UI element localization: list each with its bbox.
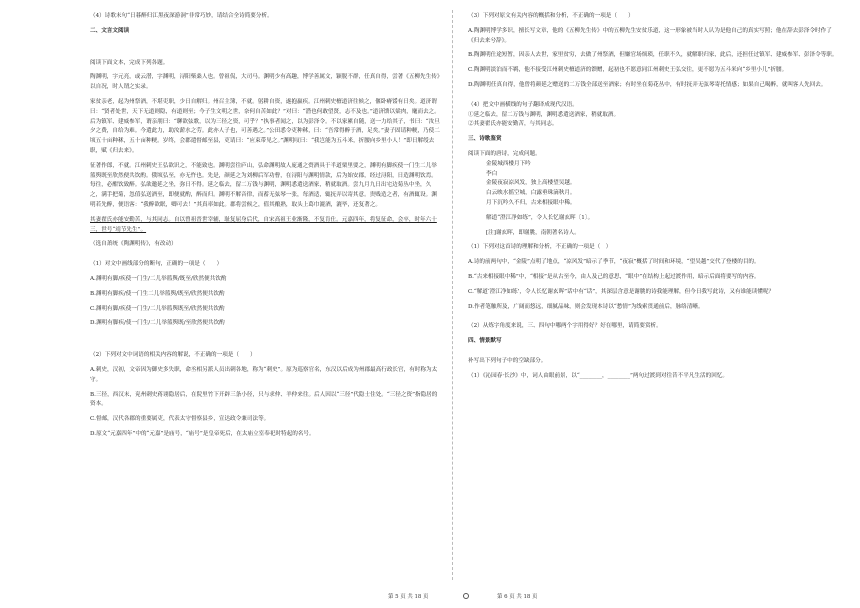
section-title-classical-chinese: 二、文言文阅读 bbox=[90, 27, 130, 34]
question-1-option: A.渊明有脚/疾使一门生/二儿举篮舆/既至/欣然便共饮酌 bbox=[90, 275, 227, 282]
poem-line: 解道“澄江净如练”，令人长忆谢玄晖〔1〕。 bbox=[486, 214, 594, 221]
poem-line: 白云映水摇空城，白露垂珠滴秋月。 bbox=[486, 190, 576, 197]
question-2-option: A.刺史，汉初，文帝因为御史多失职，命丞相另派人员出刺各地，称为“刺史”。原为巡察官名，东汉以后成为州郡最高行政长官，有时称为太守。 bbox=[90, 366, 438, 383]
question-3-option: B.陶渊明仕途短暂，因亲人去世，家里贫穷，去做了州祭酒，但嫌官场烦琐，任职不久，就解职归家，此后，还担任过镇军、建威参军、彭泽令等职。 bbox=[468, 52, 838, 59]
poem-question-1-stem: （1）下列对这首诗的理解和分析，不正确的一项是（ ） bbox=[468, 244, 612, 251]
passage-paragraph: 家贫亲老，起为州祭酒，不堪吏职，少日自解归。州召主簿，不就。躬耕自资，遂抱羸疾。江州刺史檀道济往候之，偃卧瘠馁有日矣。道济谓曰：“贤者处世，天下无道则隐，有道则至；今子生文明之世，奈何自苦如此？”对曰：“潜也何敢望贤，志不及也。”道济馈以粱肉，麾而去之。后为镇军、建威参军，谓亲朋曰：“聊欲弦歌，以为三径之资，可乎？”执事者闻之，以为彭泽令。不以家累自随，送一力给其子，书曰：“汝旦夕之费，自给为难。今遣此力，助汝薪水之劳。此亦人子也，可善遇之。”公田悉令吏种秫，曰：“吾常得醉于酒，足矣。”妻子固请种粳，乃使二顷五十亩种秫，五十亩种粳。岁终，会郡遣督邮至县，吏请曰：“应束带见之。”渊明叹曰：“我岂能为五斗米，折腰向乡里小人！”即日解绶去职，赋《归去来》。 bbox=[90, 98, 440, 154]
poem-question-4: （4）诗歌末句“日暮醉归江黑夜深游洞”非常巧妙，请结合全诗简要分析。 bbox=[90, 13, 273, 19]
translation-item: ①延之临去，留二万钱与渊明，渊明悉遣送酒家，稍就取酒。 bbox=[468, 111, 620, 118]
reading-instruction: 阅读下面文本，完成下列各题。 bbox=[90, 59, 169, 66]
poem-line: 金陵夜寂凉风发，独上高楼望吴越。 bbox=[486, 180, 576, 187]
section-title-poetry: 三、诗歌鉴赏 bbox=[468, 136, 502, 143]
poem-question-1-option: D.作者笔触所及，广阔而悠远，细腻品味，则会发现本诗以“愁情”为线索贯通前后，脉络清晰。 bbox=[468, 303, 704, 310]
poem-block bbox=[468, 160, 842, 239]
poem-question-2-stem: （2）从炼字角度来说，三、四句中哪两个字用得好？好在哪里，请简要赏析。 bbox=[468, 323, 662, 330]
right-column bbox=[468, 0, 842, 596]
dictation-instruction: 补写出下列句子中的空缺部分。 bbox=[468, 357, 547, 364]
poem-question-1-option: B.“古来相接眼中稀”中，“相接”是从古至今，由人及己的意思，“眼中”在结构上起过渡作用，暗示后面将要写的内容。 bbox=[468, 273, 760, 280]
poem-question-1-option: A.诗的前两句中，“金陵”点明了地点，“凉风发”暗示了季节，“夜寂”概括了时间和环境，“望吴越”交代了登楼的目的。 bbox=[468, 259, 760, 266]
section-title-dictation: 四、情景默写 bbox=[468, 338, 502, 345]
passage-source: （选自萧统《陶渊明传》，有改动） bbox=[90, 241, 177, 248]
question-1-option: D.渊明有脚疾/使一门生/二儿举篮舆既/至欣然便共饮酌 bbox=[90, 320, 225, 327]
question-2-option: C.督邮，汉代各郡的重要属吏，代表太守督察县乡，宣达政令兼司法等。 bbox=[90, 416, 270, 423]
passage-paragraph: 征著作郎，不就。江州刺史王弘欲识之，不能致也。渊明尝往庐山，弘命渊明故人庞通之赍酒具于半道栗里要之，渊明有脚疾使一门生二儿举篮舆既至欣然便共饮酌。俄顷弘至，亦无忤也。先是，颜延之为刘柳后军功曹，在浔阳与渊明情款，后为始安郡，经过浔阳，日造渊明饮焉。每往，必酣饮致醉。弘欲邀延之坐，弥日不得。延之临去，留二万钱与渊明，渊明悉遣送酒家，稍就取酒。尝九月九日出宅边菊丛中坐，久之，满手把菊，忽值弘送酒至，即便就酌，醉而归。渊明不解音律，而蓄无弦琴一张，每酒适，辄抚弄以寄其意。贵贱造之者，有酒辄设。渊明若先醉，便语客：“我醉欲眠，卿可去！”其真率如此。郡将尝候之，值其酿熟，取头上葛巾漉酒，漉毕，还复著之。 bbox=[90, 162, 437, 208]
poem-instruction: 阅读下面的唐诗，完成问题。 bbox=[468, 150, 541, 157]
question-1-option: C.渊明有脚/疾使一门生/二儿举篮舆既至/欣然便共饮酌 bbox=[90, 305, 225, 312]
poem-question-1-option: C.“解道‘澄江净如练’，令人长忆谢玄晖”话中有“话”，其深层含意是谢朓的诗我能理解，但今日我写此诗，又有谁能读懂呢？ bbox=[468, 288, 775, 295]
page-footer bbox=[0, 592, 860, 602]
question-1-option: B.渊明有脚疾/使一门生二儿举篮舆/既至/欣然便共饮酌 bbox=[90, 290, 225, 297]
question-4-stem: （4）把文中画横线的句子翻译成现代汉语。 bbox=[468, 101, 578, 108]
poem-author: 李白 bbox=[486, 170, 498, 177]
question-3-option: A.陶渊明博学多识，擅长写文章，他的《五柳先生传》中的五柳先生安贫乐道，这一形象被当时人认为是他自己的真实写照；他在辞去彭泽令时作了《归去来兮辞》。 bbox=[468, 27, 832, 44]
question-3-option: C.陶渊明淡泊而不羁，他不接受江州刺史檀道济的馈赠，起初也不愿意同江州刺史王弘交往，更不愿为五斗米向“乡里小儿”折腰。 bbox=[468, 67, 788, 74]
translation-item: ②其妻翟氏亦能安勤苦，与其同志。 bbox=[468, 121, 558, 128]
question-3-stem: （3）下列对原文有关内容的概括和分析，不正确的一项是（ ） bbox=[468, 13, 634, 19]
poem-line: 月下沉吟久不归，古来相接眼中稀。 bbox=[486, 199, 576, 206]
question-2-option: B.三径，西汉末，兖州刺史蒋诩隐居后，在院里竹下开辟三条小径，只与求仲、羊仲来往。后人因以“三径”代隐士住处。“三径之资”指隐居的资本。 bbox=[90, 391, 438, 408]
passage-paragraph-underlined: 其妻翟氏亦能安勤苦，与其同志。自以曾祖晋世宰辅，耻复屈身后代，自宋高祖王业渐隆，不复肯仕。元嘉四年，将复征命，会卒，时年六十三，世号“靖节先生”。 bbox=[90, 216, 437, 233]
poem-title: 金陵城西楼月下吟 bbox=[486, 160, 531, 167]
question-3-option: D.陶渊明任真自得，他曾将颜延之赠送的二万钱全部送至酒家；有时坐在菊花丛中，有时抚弄无弦琴寄托情感；如果自己喝醉，就叫客人先回去。 bbox=[468, 81, 827, 88]
left-column bbox=[90, 0, 440, 596]
question-1-stem: （1）对文中画线部分的断句，正确的一项是（ ） bbox=[90, 261, 223, 268]
column-divider bbox=[452, 10, 453, 580]
right-page-number: 第 6 页 共 18 页 bbox=[497, 594, 538, 600]
left-page-number: 第 5 页 共 18 页 bbox=[388, 594, 429, 600]
question-2-option: D.原文“元嘉四年”中的“元嘉”是庙号，“庙号”是皇帝死后，在太庙立室奉祀时特起的名号。 bbox=[90, 430, 315, 437]
passage-paragraph: 陶渊明，字元亮，或云潜，字渊明，浔阳柴桑人也。曾祖侃，大司马。渊明少有高趣，博学善属文，颖脱不群，任真自得，尝著《五柳先生传》以自况，时人谓之实录。 bbox=[90, 74, 440, 91]
dictation-question-1: （1）《沁园春·长沙》中，词人由眼前景，以“________，________”两句过渡到对往昔不平凡生活的回忆。 bbox=[468, 372, 728, 379]
binding-circle-icon bbox=[463, 593, 469, 599]
question-2-stem: （2）下列对文中词语的相关内容的解说，不正确的一项是（ ） bbox=[90, 352, 256, 359]
poem-note: [注]谢玄晖，即谢朓，南朝著名诗人。 bbox=[486, 229, 580, 236]
